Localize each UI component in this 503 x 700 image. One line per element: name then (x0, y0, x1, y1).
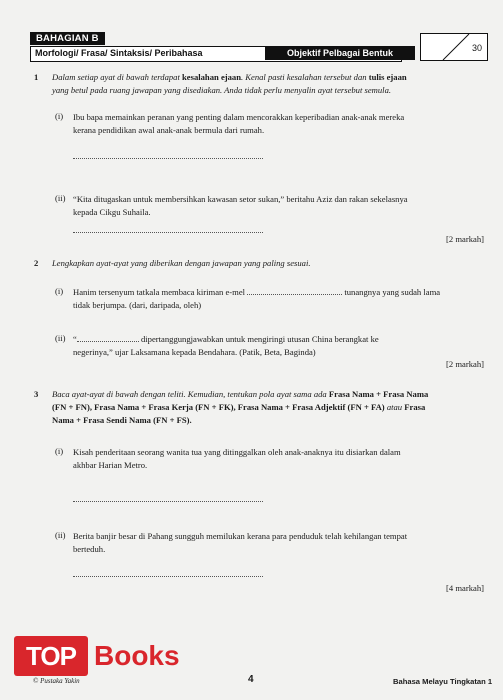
q1-item-2-answer-line[interactable] (73, 232, 263, 233)
total-marks-box (420, 33, 488, 61)
q1-marks: [2 markah] (446, 234, 484, 244)
question-1-instruction: Dalam setiap ayat di bawah terdapat kesalahan ejaan. Kenal pasti kesalahan tersebut dan tulis ejaan (52, 72, 407, 82)
logo-books-text: Books (94, 640, 180, 671)
q2-item-2-blank[interactable] (77, 341, 139, 342)
q1-item-2-line1: “Kita ditugaskan untuk membersihkan kawasan setor sukan,” beritahu Aziz dan rakan sekelasnya (73, 194, 408, 204)
q1-item-2-line2: kepada Cikgu Suhaila. (73, 207, 151, 217)
question-2-number: 2 (34, 258, 39, 268)
q3-item-2-line1: Berita banjir besar di Pahang sungguh memilukan kerana para penduduk telah kehilangan tempat (73, 531, 408, 541)
q1-item-1-line2: kerana pendidikan awal anak-anak bermula dari rumah. (73, 125, 265, 135)
q3-item-2-answer-line[interactable] (73, 576, 263, 577)
q2-item-2-line1: “ dipertanggungjawabkan untuk mengiringi utusan China berangkat ke (73, 334, 379, 344)
page-number: 4 (248, 674, 254, 685)
total-marks: 30 (471, 43, 482, 53)
section-title: BAHAGIAN B (30, 32, 105, 45)
publisher-credit: © Pustaka Yakin (33, 677, 80, 685)
q3-item-2-number: (ii) (55, 530, 66, 540)
topic-bar (30, 46, 402, 62)
topic-label: Morfologi/ Frasa/ Sintaksis/ Peribahasa (35, 48, 203, 58)
question-3-number: 3 (34, 389, 39, 399)
q1-item-2-number: (ii) (55, 193, 66, 203)
objective-label: Objektif Pelbagai Bentuk (265, 46, 415, 60)
q3-item-1-line1: Kisah penderitaan seorang wanita tua yang ditinggalkan oleh anak-anaknya itu disiarkan dalam (73, 447, 401, 457)
q3-marks: [4 markah] (446, 583, 484, 593)
q3-item-1-number: (i) (55, 446, 64, 456)
topbooks-logo (6, 636, 206, 680)
q2-marks: [2 markah] (446, 359, 484, 369)
q2-item-1-number: (i) (55, 286, 64, 296)
q2-item-1-blank[interactable] (247, 294, 342, 295)
q2-item-2-number: (ii) (55, 333, 66, 343)
q2-item-1-line1: Hanim tersenyum tatkala membaca kiriman e-mel tunangnya yang sudah lama (73, 287, 441, 297)
q1-item-1-answer-line[interactable] (73, 158, 263, 159)
question-3-instruction-2: (FN + FN), Frasa Nama + Frasa Kerja (FN + FK), Frasa Nama + Frasa Adjektif (FN + FA) atau Frasa (52, 402, 426, 412)
question-3-instruction-3: Nama + Frasa Sendi Nama (FN + FS). (52, 415, 192, 425)
q3-item-2-line2: berteduh. (73, 544, 106, 554)
q3-item-1-answer-line[interactable] (73, 501, 263, 502)
q3-item-1-line2: akhbar Harian Metro. (73, 460, 148, 470)
question-3-instruction-1: Baca ayat-ayat di bawah dengan teliti. Kemudian, tentukan pola ayat sama ada Frasa Nama + Frasa Nama (52, 389, 429, 399)
q1-item-1-line1: Ibu bapa memainkan peranan yang penting dalam mencorakkan keperibadian anak-anak mereka (73, 112, 405, 122)
q2-item-2-line2: negerinya,” ujar Laksamana kepada Bendahara. (Patik, Beta, Baginda) (73, 347, 316, 357)
book-title: Bahasa Melayu Tingkatan 1 (393, 677, 493, 686)
question-1-number: 1 (34, 72, 39, 82)
q1-item-1-number: (i) (55, 111, 64, 121)
logo-top-badge: TOP (14, 636, 88, 676)
q2-item-1-line2: tidak berjumpa. (dari, daripada, oleh) (73, 300, 202, 310)
question-1-instruction-cont: yang betul pada ruang jawapan yang disediakan. Anda tidak perlu menyalin ayat tersebut semula. (52, 85, 392, 95)
question-2-instruction: Lengkapkan ayat-ayat yang diberikan dengan jawapan yang paling sesuai. (52, 258, 311, 268)
